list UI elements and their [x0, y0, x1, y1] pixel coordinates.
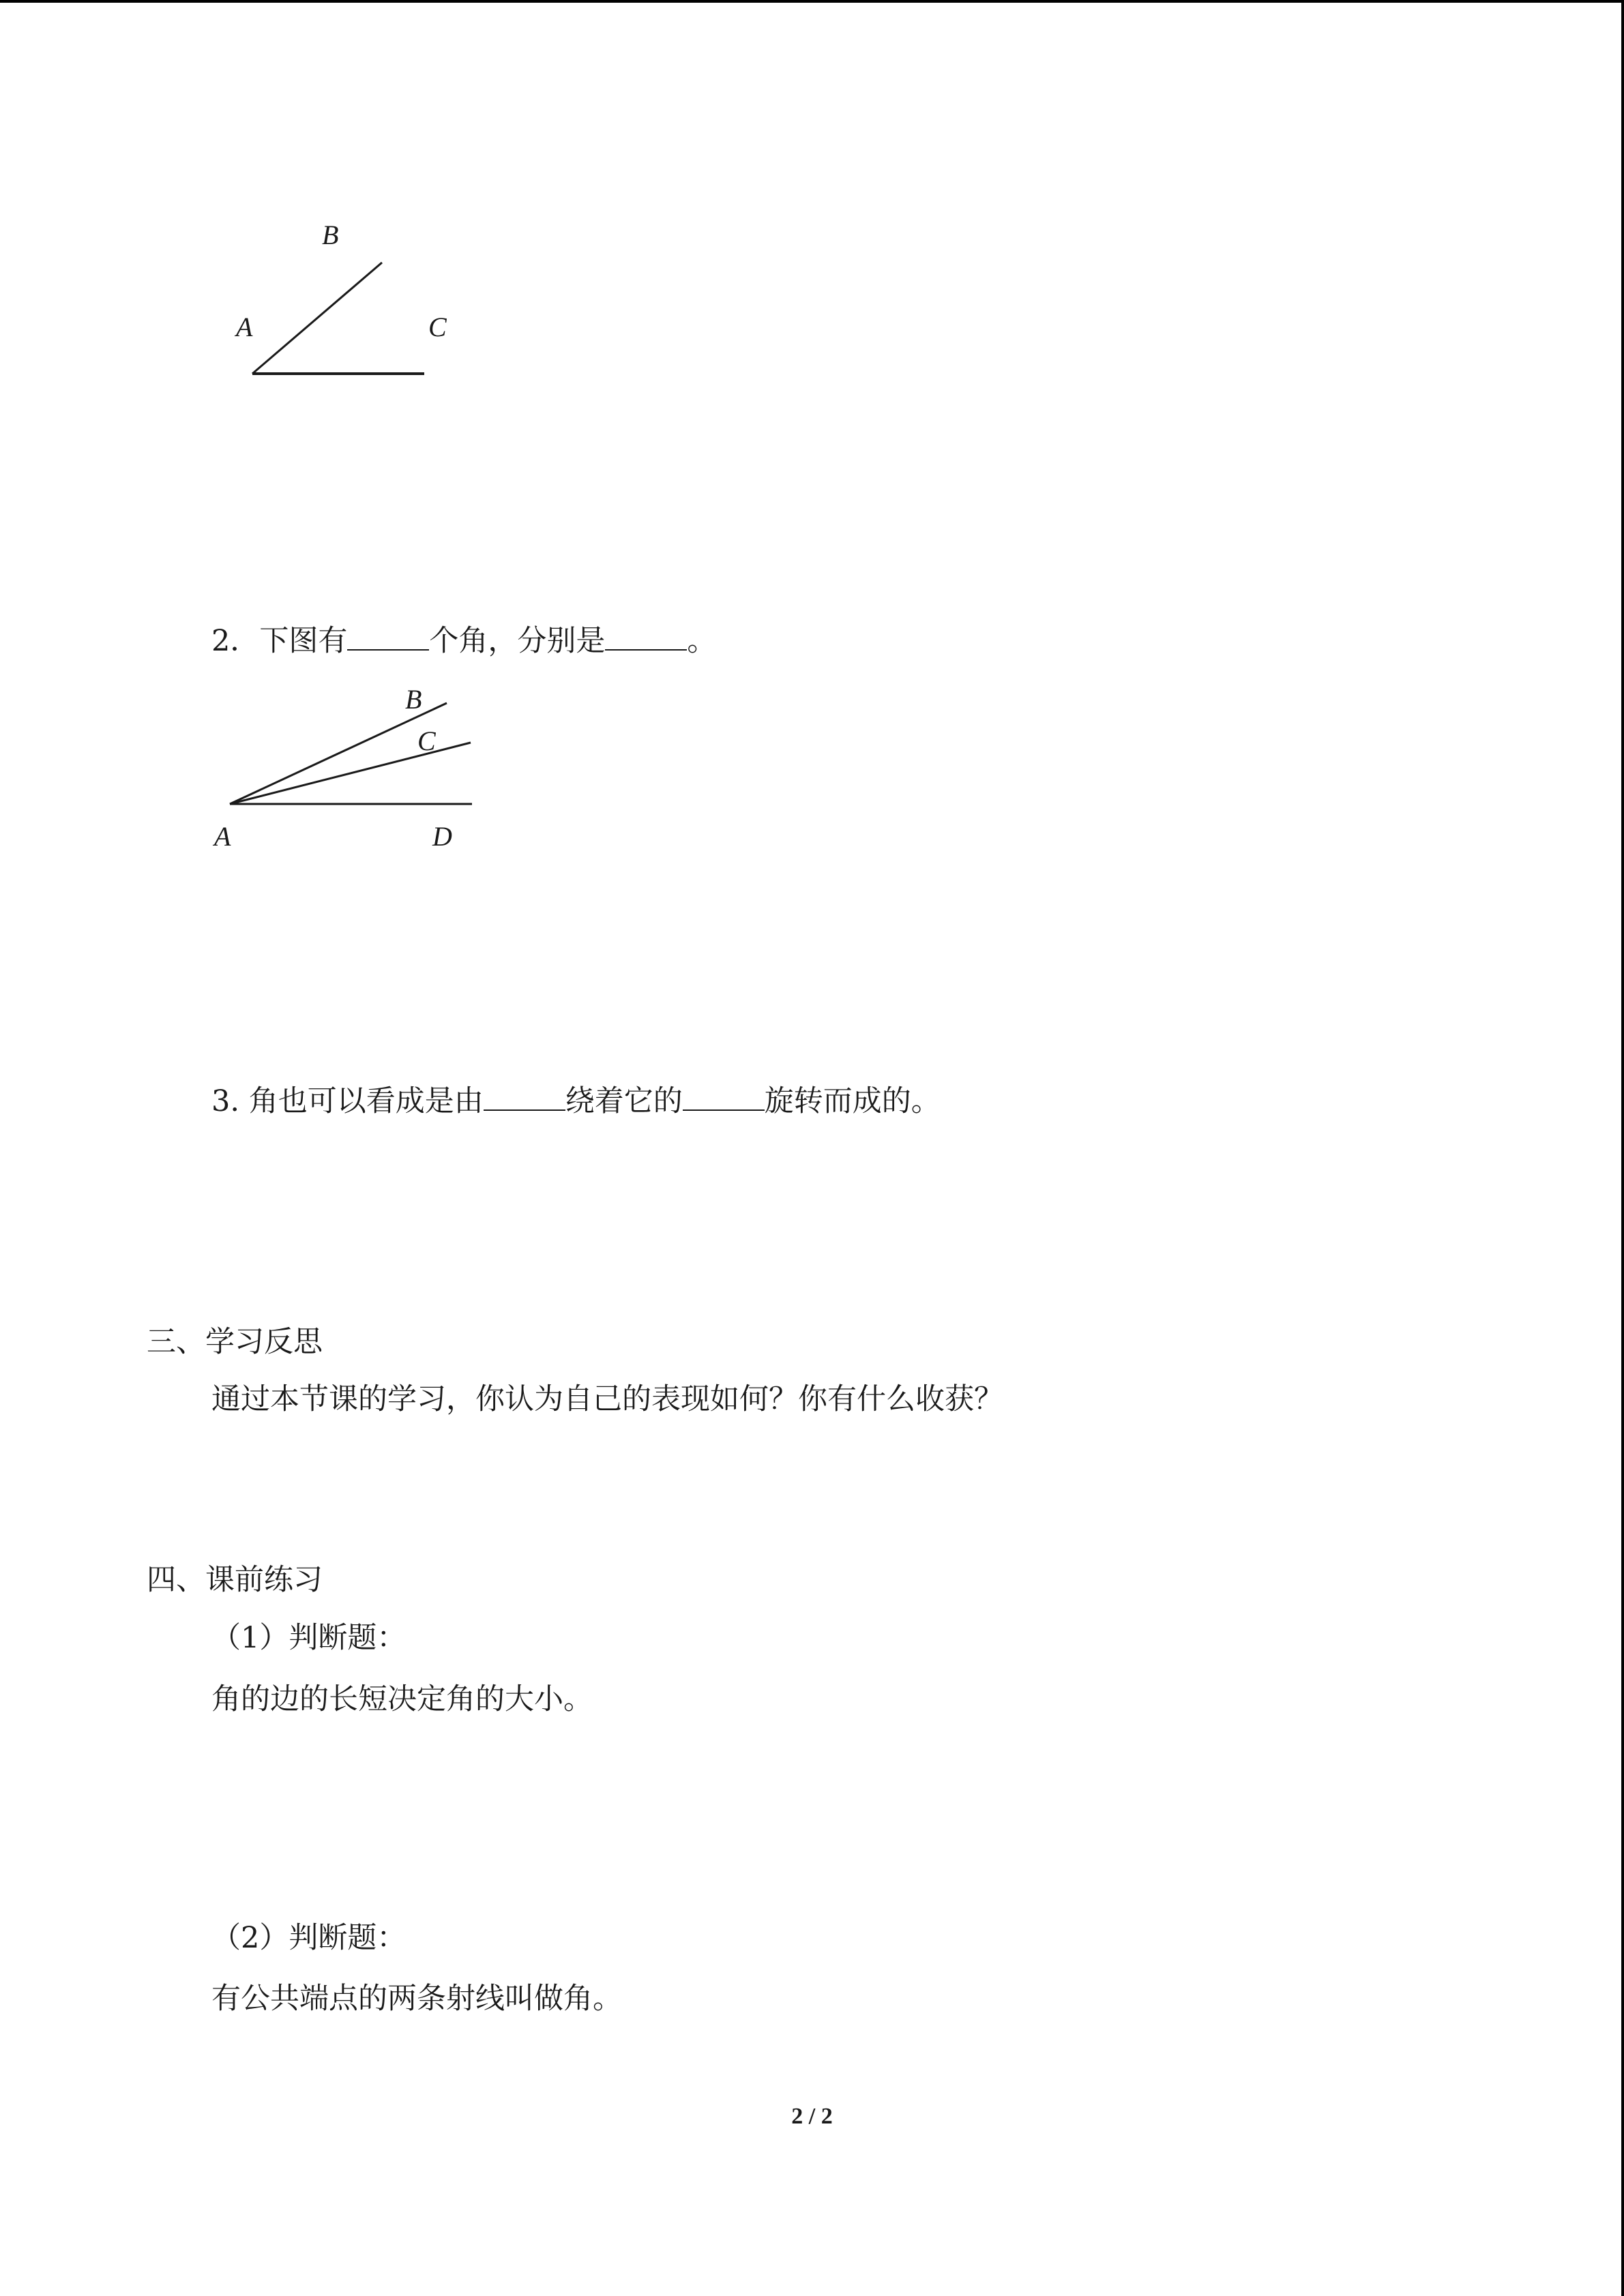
- section-3-prompt: 通过本节课的学习，你认为自己的表现如何？你有什么收获？: [211, 1382, 1003, 1416]
- answer-blank-count[interactable]: [347, 619, 429, 651]
- exercise-1-text: 角的边的长短决定角的大小。: [211, 1682, 593, 1716]
- label-d: D: [432, 821, 452, 852]
- q3-text-before: 3. 角也可以看成是由: [211, 1084, 484, 1118]
- q2-text-middle: 个角，分别是: [429, 624, 606, 658]
- ray-ab: [230, 703, 447, 804]
- label-b: B: [405, 684, 422, 715]
- page-number: 2 / 2: [791, 2104, 833, 2129]
- question-3: [211, 1079, 941, 1122]
- q3-text-middle: 绕着它的: [565, 1084, 683, 1118]
- label-b: B: [322, 220, 339, 250]
- answer-blank-names[interactable]: [605, 619, 687, 651]
- label-a: A: [214, 821, 231, 852]
- angle-figure-1: [225, 211, 498, 389]
- label-c: C: [417, 726, 436, 756]
- label-c: C: [428, 312, 447, 342]
- angle-figure-2: [205, 679, 491, 863]
- section-4-heading: 四、课前练习: [147, 1563, 323, 1597]
- section-3-heading: 三、学习反思: [147, 1325, 323, 1359]
- answer-blank-ray[interactable]: [484, 1079, 565, 1111]
- exercise-1-label: （1）判断题：: [211, 1621, 407, 1655]
- q3-text-end: 旋转而成的。: [764, 1084, 941, 1118]
- q2-text-end: 。: [687, 624, 717, 658]
- exercise-2-label: （2）判断题：: [211, 1921, 407, 1955]
- ray-ab: [252, 263, 382, 374]
- answer-blank-endpoint[interactable]: [683, 1079, 765, 1111]
- exercise-2-text: 有公共端点的两条射线叫做角。: [211, 1982, 622, 2016]
- label-a: A: [236, 312, 253, 342]
- question-2: [211, 619, 716, 661]
- q2-text-before: 2．下图有: [211, 624, 348, 658]
